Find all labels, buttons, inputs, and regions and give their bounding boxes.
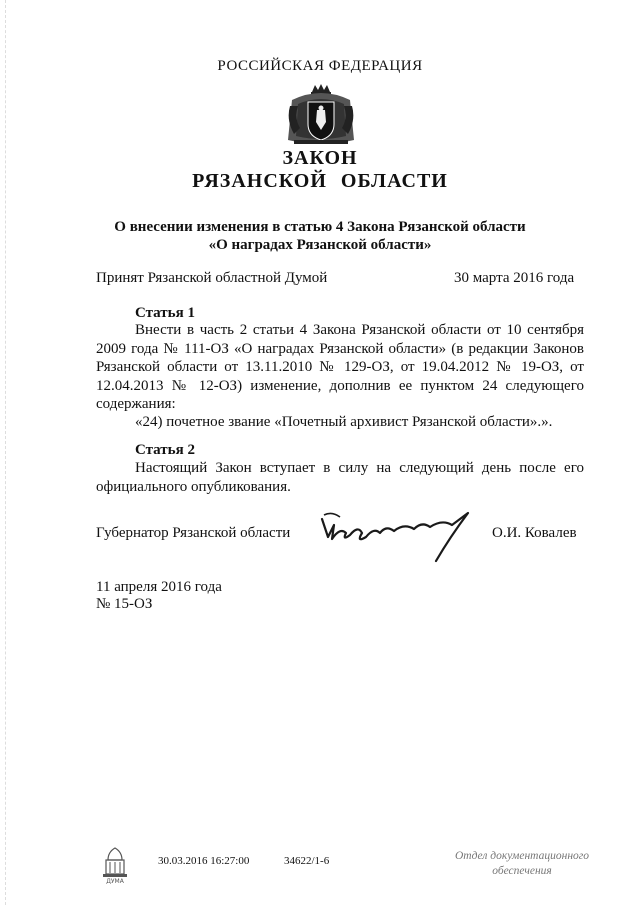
- scan-edge: [5, 0, 7, 905]
- handwritten-signature: [318, 503, 478, 565]
- department-stamp: [442, 849, 602, 879]
- stamp-line2: обеспечения: [492, 865, 552, 877]
- law-subject-line2: «О наградах Рязанской области»: [208, 237, 432, 253]
- issue-block: [96, 579, 222, 613]
- issue-number: № 15-ОЗ: [96, 596, 153, 612]
- article-1-quote: «24) почетное звание «Почетный архивист Рязанской области».».: [135, 414, 553, 430]
- signatory-position: Губернатор Рязанской области: [96, 525, 291, 541]
- country-heading: РОССИЙСКАЯ ФЕДЕРАЦИЯ: [217, 58, 423, 74]
- article-1-text: Внести в часть 2 статьи 4 Закона Рязанской области от 10 сентября 2009 года № 111-ОЗ «О наградах Рязанской области» (в редакции Законов Рязанской области от 13.11.2010 № 129-ОЗ, от 19.04.2012 № 19-ОЗ, от 12.04.2013 № 12-ОЗ) изменение, дополнив ее пунктом 24 следующего содержания:: [96, 322, 584, 412]
- duma-logo-text: ДУМА: [106, 878, 124, 884]
- article-2-text: Настоящий Закон вступает в силу на следующий день после его официального опубликования.: [96, 460, 584, 495]
- adopted-by: Принят Рязанской областной Думой: [96, 270, 328, 286]
- footer-doc-id: 34622/1-6: [284, 855, 330, 867]
- signatory-name: О.И. Ковалев: [492, 525, 577, 541]
- issue-date: 11 апреля 2016 года: [96, 579, 222, 595]
- adoption-date: 30 марта 2016 года: [454, 270, 575, 286]
- article-1-heading: Статья 1: [135, 305, 195, 321]
- stamp-line1: Отдел документационного: [454, 850, 590, 862]
- duma-logo-icon: [100, 846, 130, 884]
- law-title: ЗАКОН: [282, 147, 358, 169]
- law-region: РЯЗАНСКОЙ ОБЛАСТИ: [192, 170, 448, 192]
- article-2-heading: Статья 2: [135, 442, 195, 458]
- footer-timestamp: 30.03.2016 16:27:00: [158, 855, 250, 867]
- coat-of-arms-icon: [284, 82, 358, 150]
- law-subject-line1: О внесении изменения в статью 4 Закона Рязанской области: [114, 219, 526, 235]
